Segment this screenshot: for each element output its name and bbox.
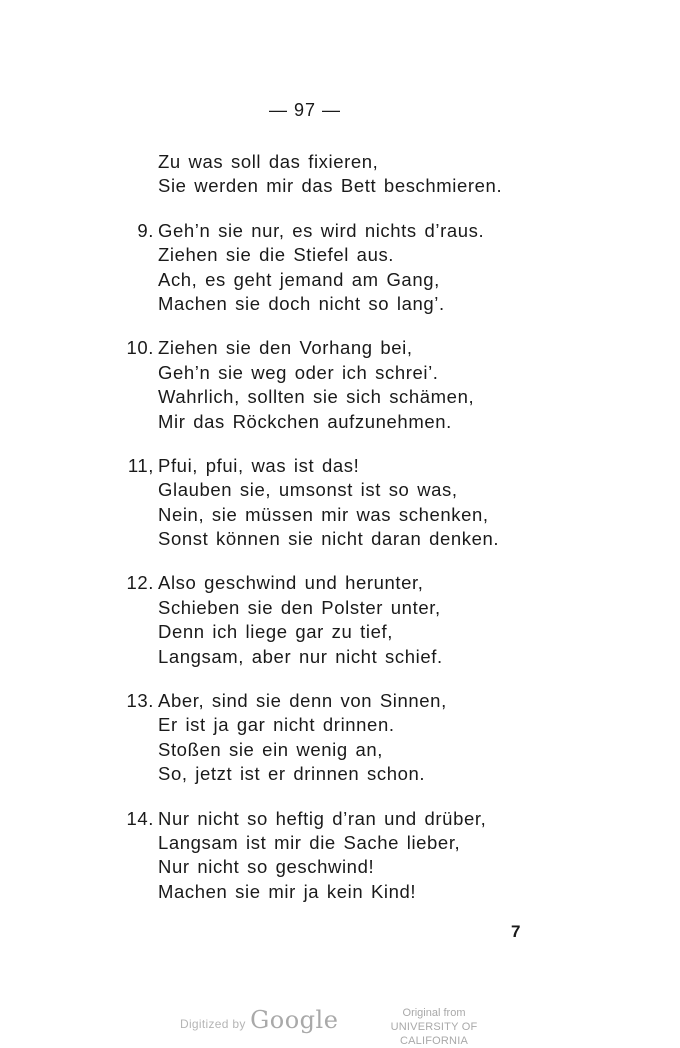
stanza-number: 12. [126, 572, 154, 594]
verse-line: Machen sie mir ja kein Kind! [158, 880, 417, 902]
verse-line: Machen sie doch nicht so lang’. [158, 292, 445, 314]
verse-line: Ach, es geht jemand am Gang, [158, 268, 440, 290]
stanza-number: 13. [126, 690, 154, 712]
stanza-number: 14. [126, 807, 154, 829]
verse-line: 14. Nur nicht so heftig d’ran und drüber, [0, 807, 680, 831]
page-number: — 97 — [268, 100, 342, 120]
poem-text [0, 150, 680, 904]
verse-line: Nur nicht so geschwind! [158, 856, 375, 878]
verse-line: Langsam, aber nur nicht schief. [158, 645, 443, 667]
verse-line: Ziehen sie die Stiefel aus. [158, 244, 395, 266]
verse-line: Sonst können sie nicht daran denken. [158, 528, 500, 550]
verse-line: Nein, sie müssen mir was schenken, [158, 503, 489, 525]
verse-line: Er ist ja gar nicht drinnen. [158, 714, 395, 736]
verse-line: Denn ich liege gar zu tief, [158, 621, 393, 643]
verse-line: 10. Ziehen sie den Vorhang bei, [0, 336, 680, 360]
verse-line: 9. Geh’n sie nur, es wird nichts d’raus. [0, 219, 680, 243]
signature-mark: 7 [511, 922, 521, 941]
university-label: UNIVERSITY OF CALIFORNIA [390, 1021, 478, 1047]
original-from-watermark [360, 1006, 508, 1048]
verse-line: Stoßen sie ein wenig an, [158, 738, 383, 760]
stanza-number: 9. [137, 219, 154, 241]
verse-line: So, jetzt ist er drinnen schon. [158, 763, 426, 785]
verse-line: 13. Aber, sind sie denn von Sinnen, [0, 689, 680, 713]
verse-line: Langsam ist mir die Sache lieber, [158, 831, 461, 853]
google-logo: Google [250, 1006, 339, 1034]
verse-line: Glauben sie, umsonst ist so was, [158, 479, 458, 501]
verse-line: 11, Pfui, pfui, was ist das! [0, 454, 680, 478]
stanza-number: 11, [127, 454, 154, 476]
verse-line: Zu was soll das fixieren, [158, 151, 379, 172]
verse-line: 12. Also geschwind und herunter, [0, 571, 680, 595]
verse-line: Mir das Röckchen aufzunehmen. [158, 410, 452, 432]
verse-line: Schieben sie den Polster unter, [158, 596, 441, 618]
verse-line: Wahrlich, sollten sie sich schämen, [158, 386, 475, 408]
stanza-number: 10. [126, 337, 154, 359]
digitized-by-label: Digitized by [180, 1017, 246, 1031]
original-from-label: Original from [402, 1007, 466, 1019]
verse-line: Sie werden mir das Bett beschmieren. [158, 175, 503, 197]
verse-line: Geh’n sie weg oder ich schrei’. [158, 361, 439, 383]
digitized-by-watermark [180, 1006, 338, 1034]
